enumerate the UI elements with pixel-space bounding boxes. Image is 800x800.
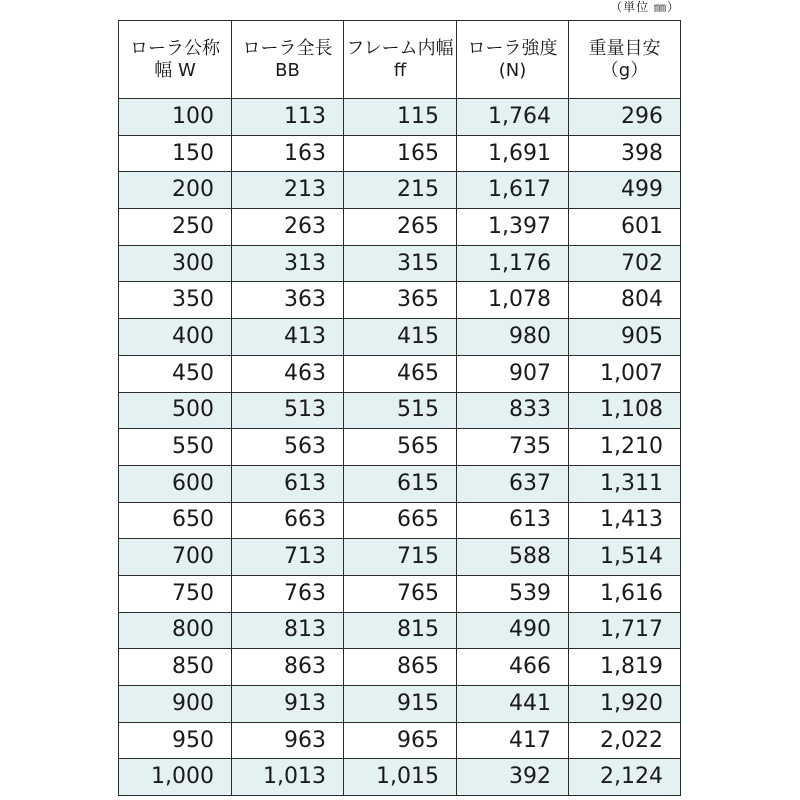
cell-frame-inner-width: 365 [344, 282, 457, 319]
cell-nominal-width: 600 [119, 465, 232, 502]
cell-roller-length: 163 [232, 135, 344, 172]
cell-roller-length: 213 [232, 172, 344, 209]
header-line: BB [275, 59, 300, 81]
cell-roller-strength: 1,397 [457, 209, 569, 246]
cell-nominal-width: 1,000 [119, 759, 232, 796]
cell-roller-length: 363 [232, 282, 344, 319]
table-row [119, 172, 681, 209]
cell-roller-strength: 980 [457, 319, 569, 356]
table-row [119, 135, 681, 172]
cell-weight: 702 [569, 245, 681, 282]
cell-nominal-width: 300 [119, 245, 232, 282]
table-row [119, 502, 681, 539]
cell-weight: 804 [569, 282, 681, 319]
header-roller-length [232, 21, 344, 99]
header-line: 重量目安 [588, 37, 661, 59]
cell-roller-strength: 613 [457, 502, 569, 539]
cell-weight: 1,311 [569, 465, 681, 502]
cell-frame-inner-width: 1,015 [344, 759, 457, 796]
cell-nominal-width: 100 [119, 99, 232, 136]
cell-roller-length: 663 [232, 502, 344, 539]
header-line: (N) [498, 59, 527, 81]
cell-nominal-width: 350 [119, 282, 232, 319]
cell-roller-length: 913 [232, 686, 344, 723]
cell-roller-length: 463 [232, 355, 344, 392]
cell-frame-inner-width: 615 [344, 465, 457, 502]
header-weight-estimate [569, 21, 681, 99]
cell-roller-strength: 539 [457, 575, 569, 612]
cell-nominal-width: 550 [119, 429, 232, 466]
cell-roller-strength: 441 [457, 686, 569, 723]
cell-weight: 1,108 [569, 392, 681, 429]
header-line: （g） [600, 59, 649, 81]
header-line: ローラ全長 [242, 37, 333, 59]
cell-weight: 1,819 [569, 649, 681, 686]
cell-nominal-width: 150 [119, 135, 232, 172]
cell-nominal-width: 200 [119, 172, 232, 209]
cell-roller-length: 1,013 [232, 759, 344, 796]
table-row [119, 245, 681, 282]
cell-frame-inner-width: 165 [344, 135, 457, 172]
header-row [119, 21, 681, 99]
cell-roller-length: 763 [232, 575, 344, 612]
header-line: ローラ強度 [467, 37, 558, 59]
cell-roller-length: 513 [232, 392, 344, 429]
cell-roller-strength: 637 [457, 465, 569, 502]
cell-weight: 1,210 [569, 429, 681, 466]
cell-frame-inner-width: 715 [344, 539, 457, 576]
cell-frame-inner-width: 765 [344, 575, 457, 612]
cell-frame-inner-width: 665 [344, 502, 457, 539]
cell-frame-inner-width: 515 [344, 392, 457, 429]
cell-roller-strength: 1,078 [457, 282, 569, 319]
cell-weight: 1,717 [569, 612, 681, 649]
cell-weight: 905 [569, 319, 681, 356]
cell-roller-strength: 1,764 [457, 99, 569, 136]
cell-roller-strength: 392 [457, 759, 569, 796]
cell-roller-length: 963 [232, 722, 344, 759]
table-row [119, 722, 681, 759]
cell-roller-length: 413 [232, 319, 344, 356]
cell-weight: 1,514 [569, 539, 681, 576]
cell-weight: 1,413 [569, 502, 681, 539]
cell-roller-strength: 907 [457, 355, 569, 392]
cell-roller-strength: 588 [457, 539, 569, 576]
cell-roller-strength: 1,691 [457, 135, 569, 172]
header-line: フレーム内幅 [346, 37, 454, 59]
cell-nominal-width: 950 [119, 722, 232, 759]
cell-weight: 1,616 [569, 575, 681, 612]
cell-weight: 296 [569, 99, 681, 136]
cell-frame-inner-width: 815 [344, 612, 457, 649]
cell-roller-strength: 735 [457, 429, 569, 466]
header-roller-nominal-width [119, 21, 232, 99]
cell-nominal-width: 250 [119, 209, 232, 246]
cell-weight: 1,920 [569, 686, 681, 723]
cell-weight: 398 [569, 135, 681, 172]
cell-roller-length: 863 [232, 649, 344, 686]
table-row [119, 99, 681, 136]
header-frame-inner-width [344, 21, 457, 99]
header-line: ff [393, 59, 407, 81]
cell-roller-length: 713 [232, 539, 344, 576]
cell-weight: 2,124 [569, 759, 681, 796]
cell-roller-length: 613 [232, 465, 344, 502]
cell-weight: 499 [569, 172, 681, 209]
cell-frame-inner-width: 915 [344, 686, 457, 723]
cell-roller-strength: 417 [457, 722, 569, 759]
table-row [119, 759, 681, 796]
table-row [119, 465, 681, 502]
cell-nominal-width: 500 [119, 392, 232, 429]
cell-roller-length: 313 [232, 245, 344, 282]
cell-weight: 1,007 [569, 355, 681, 392]
table-row [119, 612, 681, 649]
cell-nominal-width: 650 [119, 502, 232, 539]
table-row [119, 686, 681, 723]
table-row [119, 649, 681, 686]
cell-roller-strength: 1,617 [457, 172, 569, 209]
table-row [119, 319, 681, 356]
cell-frame-inner-width: 265 [344, 209, 457, 246]
header-line: 幅 W [154, 59, 196, 81]
cell-frame-inner-width: 315 [344, 245, 457, 282]
cell-roller-length: 563 [232, 429, 344, 466]
cell-nominal-width: 800 [119, 612, 232, 649]
cell-roller-strength: 466 [457, 649, 569, 686]
table-row [119, 575, 681, 612]
cell-weight: 601 [569, 209, 681, 246]
cell-roller-length: 113 [232, 99, 344, 136]
cell-frame-inner-width: 965 [344, 722, 457, 759]
header-line: ローラ公称 [130, 37, 220, 59]
cell-nominal-width: 900 [119, 686, 232, 723]
table-row [119, 429, 681, 466]
cell-frame-inner-width: 565 [344, 429, 457, 466]
cell-roller-length: 813 [232, 612, 344, 649]
cell-nominal-width: 850 [119, 649, 232, 686]
cell-roller-strength: 490 [457, 612, 569, 649]
cell-nominal-width: 700 [119, 539, 232, 576]
cell-frame-inner-width: 415 [344, 319, 457, 356]
cell-frame-inner-width: 215 [344, 172, 457, 209]
table-row [119, 282, 681, 319]
table-body [119, 99, 681, 796]
cell-frame-inner-width: 865 [344, 649, 457, 686]
roller-spec-table [118, 20, 681, 796]
cell-nominal-width: 400 [119, 319, 232, 356]
cell-weight: 2,022 [569, 722, 681, 759]
table-row [119, 392, 681, 429]
cell-roller-strength: 833 [457, 392, 569, 429]
cell-roller-length: 263 [232, 209, 344, 246]
table-row [119, 355, 681, 392]
header-roller-strength [457, 21, 569, 99]
cell-nominal-width: 750 [119, 575, 232, 612]
cell-frame-inner-width: 115 [344, 99, 457, 136]
unit-note: （単位 ㎜） [610, 0, 680, 14]
cell-nominal-width: 450 [119, 355, 232, 392]
cell-frame-inner-width: 465 [344, 355, 457, 392]
cell-roller-strength: 1,176 [457, 245, 569, 282]
table-row [119, 209, 681, 246]
table-row [119, 539, 681, 576]
